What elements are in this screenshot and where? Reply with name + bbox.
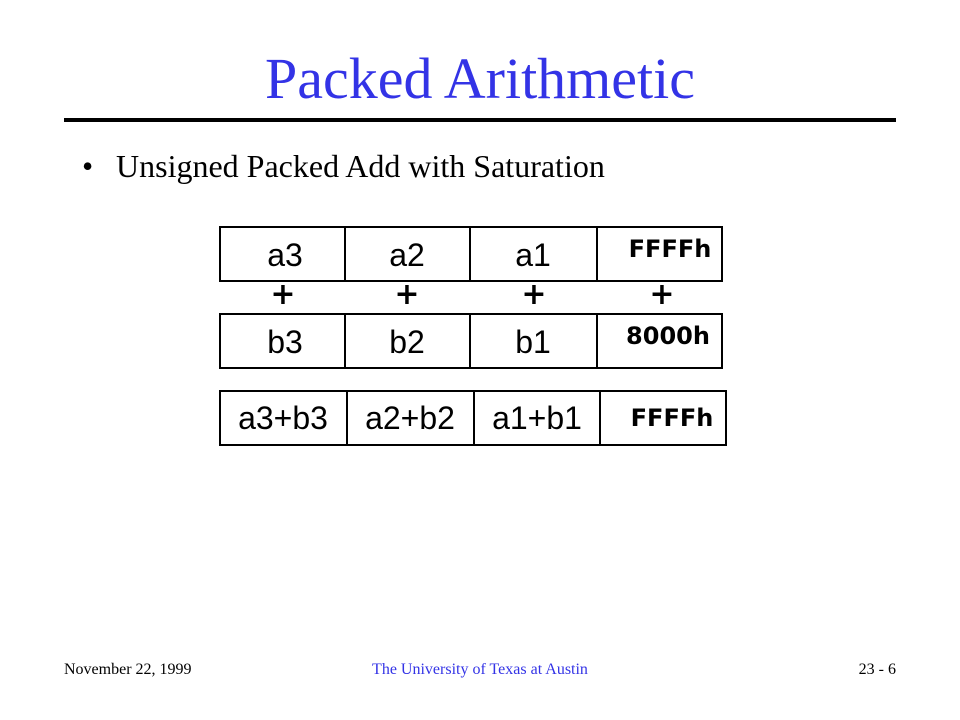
cell-label-sum3: a3+b3 (238, 400, 328, 436)
footer-organization: The University of Texas at Austin (372, 661, 588, 678)
plus-operator: + (521, 277, 547, 312)
operator-row (270, 277, 674, 312)
bullet-marker: • (82, 148, 94, 184)
plus-operator: + (649, 277, 675, 312)
footer-date: November 22, 1999 (64, 661, 192, 678)
cell-label-a1: a1 (515, 237, 551, 273)
plus-operator: + (270, 277, 296, 312)
cell-label-a0: FFFFh (628, 235, 712, 263)
operand-b-register (220, 314, 722, 368)
slide-title: Packed Arithmetic (264, 46, 696, 111)
plus-operator: + (394, 277, 420, 312)
cell-label-b2: b2 (389, 324, 425, 360)
cell-label-sum0: FFFFh (630, 404, 714, 432)
cell-label-b3: b3 (267, 324, 303, 360)
cell-label-sum2: a2+b2 (365, 400, 455, 436)
cell-label-sum1: a1+b1 (492, 400, 582, 436)
cell-label-b0: 8000h (626, 322, 710, 350)
result-register (220, 391, 726, 445)
operand-a-register (220, 227, 722, 281)
cell-label-a2: a2 (389, 237, 425, 273)
cell-label-b1: b1 (515, 324, 551, 360)
bullet-text: Unsigned Packed Add with Saturation (116, 148, 605, 184)
footer-page-number: 23 - 6 (858, 661, 896, 678)
cell-label-a3: a3 (267, 237, 303, 273)
